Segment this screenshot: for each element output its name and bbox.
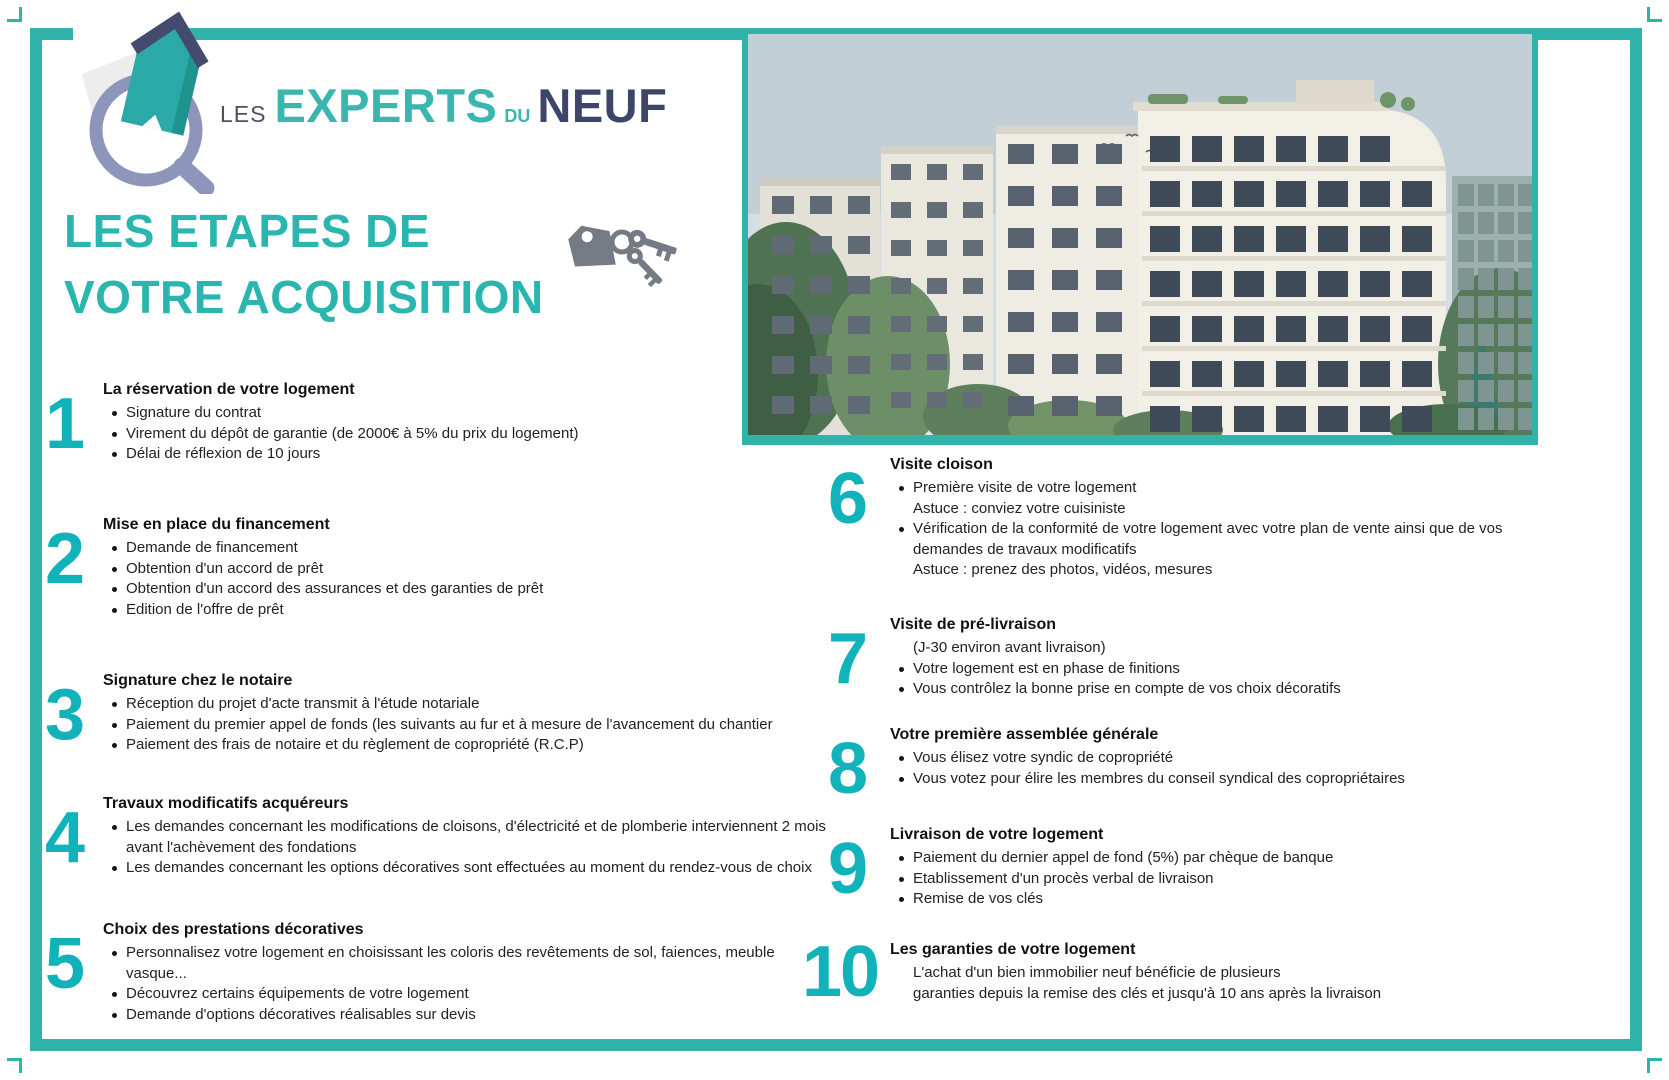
corner-mark-top-left — [7, 7, 22, 22]
step-heading: Visite de pré-livraison — [890, 616, 1056, 633]
step-items — [103, 694, 835, 756]
step-heading: Visite cloison — [890, 456, 993, 473]
step-6 — [828, 455, 1540, 581]
brand-experts: EXPERTS — [274, 79, 498, 132]
step-note-item: (J-30 environ avant livraison) — [913, 639, 1106, 656]
step-bullet-item: Paiement du premier appel de fonds (les suivants au fur et à mesure de l'avancement du chantier — [103, 715, 835, 736]
step-bullet-item: Paiement du dernier appel de fond (5%) par chèque de banque — [890, 848, 1524, 869]
step-items — [890, 748, 1524, 789]
step-heading: Signature chez le notaire — [103, 672, 293, 689]
corner-mark-top-right — [1647, 7, 1662, 22]
step-heading: Choix des prestations décoratives — [103, 921, 364, 938]
step-bullet-item: Personnalisez votre logement en choisissant les coloris des revêtements de sol, faiences, meuble vasque... — [103, 943, 835, 984]
page-title-line2: VOTRE ACQUISITION — [64, 271, 544, 323]
step-bullet-item: Etablissement d'un procès verbal de livraison — [890, 869, 1524, 890]
step-7 — [828, 615, 1540, 700]
step-3 — [45, 671, 855, 756]
step-number: 3 — [45, 675, 84, 755]
step-bullet-item: Vous contrôlez la bonne prise en compte de vos choix décoratifs — [890, 679, 1524, 700]
step-bullet-item: Obtention d'un accord des assurances et des garanties de prêt — [103, 579, 835, 600]
steps-column-right — [802, 0, 1540, 1080]
step-heading: Travaux modificatifs acquéreurs — [103, 795, 349, 812]
step-4 — [45, 794, 855, 879]
brand-les: LES — [220, 101, 267, 127]
step-bullet-item: Demande d'options décoratives réalisables sur devis — [103, 1005, 835, 1026]
step-items — [103, 403, 835, 465]
step-heading: Livraison de votre logement — [890, 826, 1104, 843]
step-bullet-item: Remise de vos clés — [890, 889, 1524, 910]
step-9 — [828, 825, 1540, 910]
step-heading: Votre première assemblée générale — [890, 726, 1159, 743]
step-items — [890, 848, 1524, 910]
brand-du: DU — [504, 106, 531, 126]
step-items — [890, 963, 1524, 1004]
step-note-item: garanties depuis la remise des clés et jusqu'à 10 ans après la livraison — [913, 984, 1382, 1002]
step-number: 8 — [828, 729, 867, 809]
step-items — [890, 478, 1524, 581]
step-items — [103, 538, 835, 620]
step-bullet-item: Virement du dépôt de garantie (de 2000€ à 5% du prix du logement) — [103, 424, 835, 445]
step-5 — [45, 920, 855, 1025]
step-bullet-item: Vous élisez votre syndic de copropriété — [890, 748, 1524, 769]
step-note-item: Astuce : conviez votre cuisiniste — [913, 499, 1126, 517]
step-bullet-item: Délai de réflexion de 10 jours — [103, 444, 835, 465]
step-bullet-item: Signature du contrat — [103, 403, 835, 424]
step-1 — [45, 380, 855, 465]
step-bullet-item: Demande de financement — [103, 538, 835, 559]
step-number: 5 — [45, 924, 84, 1004]
step-number: 6 — [828, 459, 867, 539]
step-bullet-item: Première visite de votre logement — [890, 478, 1524, 499]
step-8 — [828, 725, 1540, 809]
step-bullet-item: Les demandes concernant les options décoratives sont effectuées au moment du rendez-vous de choix — [103, 858, 835, 879]
step-bullet-item: Obtention d'un accord de prêt — [103, 559, 835, 580]
step-number: 10 — [802, 932, 879, 1012]
step-heading: Mise en place du financement — [103, 516, 330, 533]
step-2 — [45, 515, 855, 620]
step-bullet-item: Paiement des frais de notaire et du règlement de copropriété (R.C.P) — [103, 735, 835, 756]
step-heading: Les garanties de votre logement — [890, 941, 1136, 958]
step-items — [103, 817, 835, 879]
step-heading: La réservation de votre logement — [103, 381, 355, 398]
page-title-line1: LES ETAPES DE — [64, 205, 431, 257]
step-bullet-item: Les demandes concernant les modifications de cloisons, d'électricité et de plomberie interviennent 2 mois avant l'achèvement des fondations — [103, 817, 835, 858]
step-10 — [802, 932, 1540, 1012]
steps-column-left — [45, 0, 855, 1080]
step-number: 1 — [45, 384, 84, 464]
step-number: 7 — [828, 619, 867, 699]
step-number: 4 — [45, 798, 84, 878]
step-bullet-item: Vérification de la conformité de votre logement avec votre plan de vente ainsi que de vos demandes de travaux modificatifs — [890, 519, 1524, 560]
corner-mark-bottom-right — [1647, 1058, 1662, 1073]
step-number: 2 — [45, 519, 84, 599]
step-items — [103, 943, 835, 1025]
step-bullet-item: Découvrez certains équipements de votre logement — [103, 984, 835, 1005]
step-number: 9 — [828, 829, 867, 909]
step-items — [890, 638, 1524, 700]
corner-mark-bottom-left — [7, 1058, 22, 1073]
step-bullet-item: Réception du projet d'acte transmit à l'étude notariale — [103, 694, 835, 715]
brand-neuf: NEUF — [537, 79, 668, 132]
step-bullet-item: Edition de l'offre de prêt — [103, 600, 835, 621]
step-note-item: L'achat d'un bien immobilier neuf bénéficie de plusieurs — [913, 964, 1281, 981]
step-bullet-item: Votre logement est en phase de finitions — [890, 659, 1524, 680]
step-note-item: Astuce : prenez des photos, vidéos, mesures — [913, 561, 1213, 578]
step-bullet-item: Vous votez pour élire les membres du conseil syndical des copropriétaires — [890, 769, 1524, 790]
